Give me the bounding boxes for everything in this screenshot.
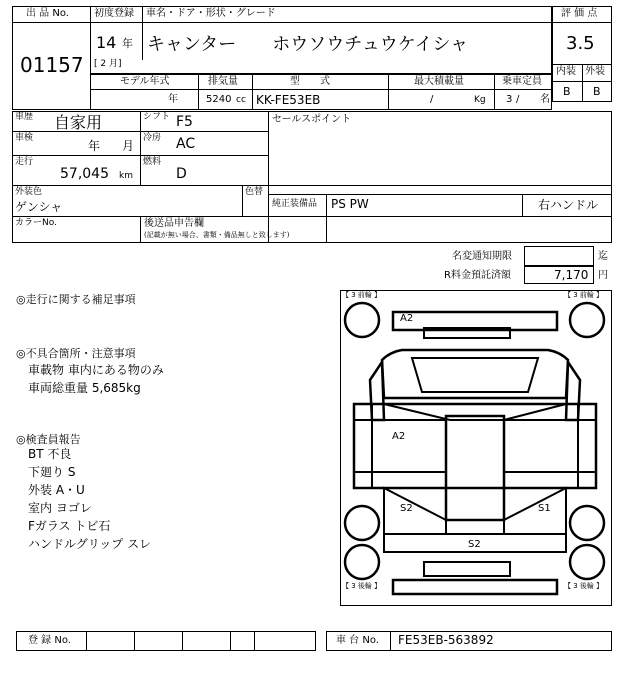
interior-label: 内装 xyxy=(556,66,576,77)
ext-color-value: ゲンシャ xyxy=(15,200,63,214)
driving-notes-header: ◎走行に関する補足事項 xyxy=(16,293,136,306)
color-no-label: カラーNo. xyxy=(15,218,57,228)
wheel-rear-right xyxy=(570,506,604,540)
inspection-label: 車検 xyxy=(15,133,34,143)
chassis-number: FE53EB-563892 xyxy=(398,633,494,647)
color-change-label: 色替 xyxy=(245,187,264,197)
interior-grade: B xyxy=(563,85,571,98)
lot-number: 01157 xyxy=(20,53,84,77)
equipment-label: 純正装備品 xyxy=(272,199,318,209)
defect-line: 車両総重量 5,685kg xyxy=(28,381,141,395)
cargo-floor xyxy=(446,416,504,520)
windshield xyxy=(412,358,538,392)
mileage-value: 57,045 xyxy=(60,166,109,182)
capacity-unit: 名 xyxy=(540,94,550,105)
damage-mark-a2-left: A2 xyxy=(392,431,406,442)
mileage-label: 走行 xyxy=(15,157,34,167)
rear-bumper xyxy=(393,580,557,594)
first-reg-label: 初度登録 xyxy=(94,8,134,19)
displacement-value: 5240 xyxy=(206,94,232,105)
capacity-label: 乗車定員 xyxy=(502,76,542,87)
damage-mark-s2-left: S2 xyxy=(400,503,413,514)
score-value: 3.5 xyxy=(566,33,595,54)
inspector-line: Fガラス トビ石 xyxy=(28,519,111,533)
displacement-label: 排気量 xyxy=(208,76,238,87)
notice-unit: 迄 xyxy=(598,251,608,262)
type-value: KK-FE53EB xyxy=(256,93,321,107)
wheel-spare-bl xyxy=(345,545,379,579)
damage-mark-s1-right: S1 xyxy=(538,503,551,514)
max-load-unit: Kg xyxy=(474,95,486,105)
history-value: 自家用 xyxy=(54,113,103,132)
inspector-line: BT 不良 xyxy=(28,447,72,461)
inspector-line: 下廻り S xyxy=(28,465,76,479)
model-year-unit: 年 xyxy=(168,94,178,105)
recycle-label: R料金預託済額 xyxy=(444,270,511,281)
registration-label: 登 録 No. xyxy=(28,635,71,646)
sales-point-label: セールスポイント xyxy=(272,114,352,125)
fuel-value: D xyxy=(176,166,187,182)
score-label: 評 価 点 xyxy=(561,8,598,19)
ac-value: AC xyxy=(176,136,196,152)
max-load-sep: / xyxy=(430,94,434,105)
ac-label: 冷房 xyxy=(143,133,162,143)
wheel-front-right xyxy=(570,303,604,337)
rear-plate xyxy=(424,562,510,576)
recycle-value: 7,170 xyxy=(554,268,589,282)
wheel-front-left xyxy=(345,303,379,337)
displacement-unit: cc xyxy=(236,95,246,105)
inspector-line: ハンドルグリップ スレ xyxy=(28,537,152,551)
shift-label: シフト xyxy=(143,112,171,122)
first-reg-year: 14 xyxy=(96,33,117,52)
wheel-rear-left xyxy=(345,506,379,540)
inspection-year: 年 xyxy=(88,139,101,153)
corner-label-br: 【 3 後輪 】 xyxy=(564,582,604,590)
mileage-unit: km xyxy=(119,171,133,181)
type-label: 型 式 xyxy=(290,76,330,87)
defect-line: 車載物 車内にある物のみ xyxy=(28,363,164,377)
damage-mark-a2-front: A2 xyxy=(400,313,414,324)
inspection-month: 月 xyxy=(122,139,135,153)
exterior-label: 外装 xyxy=(585,66,605,77)
rear-body xyxy=(384,488,446,534)
handle-value: 右ハンドル xyxy=(538,198,599,212)
corner-label-tl: 【 3 前輪 】 xyxy=(342,291,382,299)
history-label: 車歴 xyxy=(15,112,34,122)
max-load-label: 最大積載量 xyxy=(414,76,464,87)
fuel-label: 燃料 xyxy=(143,157,162,167)
wheel-spare-br xyxy=(570,545,604,579)
recycle-unit: 円 xyxy=(598,270,608,281)
inspector-line: 外装 A・U xyxy=(28,483,85,497)
rear-body-right xyxy=(504,488,566,534)
exterior-grade: B xyxy=(593,85,601,98)
roof xyxy=(384,404,566,420)
corner-label-tr: 【 3 前輪 】 xyxy=(564,291,604,299)
damage-mark-s2-rear: S2 xyxy=(468,539,481,550)
model-year-label: モデル年式 xyxy=(120,76,170,87)
inspector-header: ◎検査員報告 xyxy=(16,433,81,446)
car-name: キャンター ホウソウチュウケイシャ xyxy=(147,34,469,55)
lot-number-label: 出 品 No. xyxy=(26,8,69,19)
corner-label-bl: 【 3 後輪 】 xyxy=(342,582,382,590)
ext-color-label: 外装色 xyxy=(15,187,43,197)
capacity-sep: / xyxy=(516,94,520,105)
inspector-line: 室内 ヨゴレ xyxy=(28,501,92,515)
notice-label: 名変通知期限 xyxy=(452,251,512,262)
post-doc-label: 後送品申告欄 xyxy=(144,218,204,229)
chassis-label: 車 台 No. xyxy=(336,635,379,646)
post-doc-note: (記載が無い場合、書類・備品無しと致します) xyxy=(144,231,290,239)
year-unit: 年 xyxy=(122,37,133,50)
equipment-value: PS PW xyxy=(331,197,369,211)
first-reg-month: [ 2 月] xyxy=(94,59,122,69)
capacity-value: 3 xyxy=(506,94,513,105)
car-name-label: 車名・ドア・形状・グレード xyxy=(146,8,276,19)
defect-notes-header: ◎不具合箇所・注意事項 xyxy=(16,347,136,360)
shift-value: F5 xyxy=(176,114,193,130)
